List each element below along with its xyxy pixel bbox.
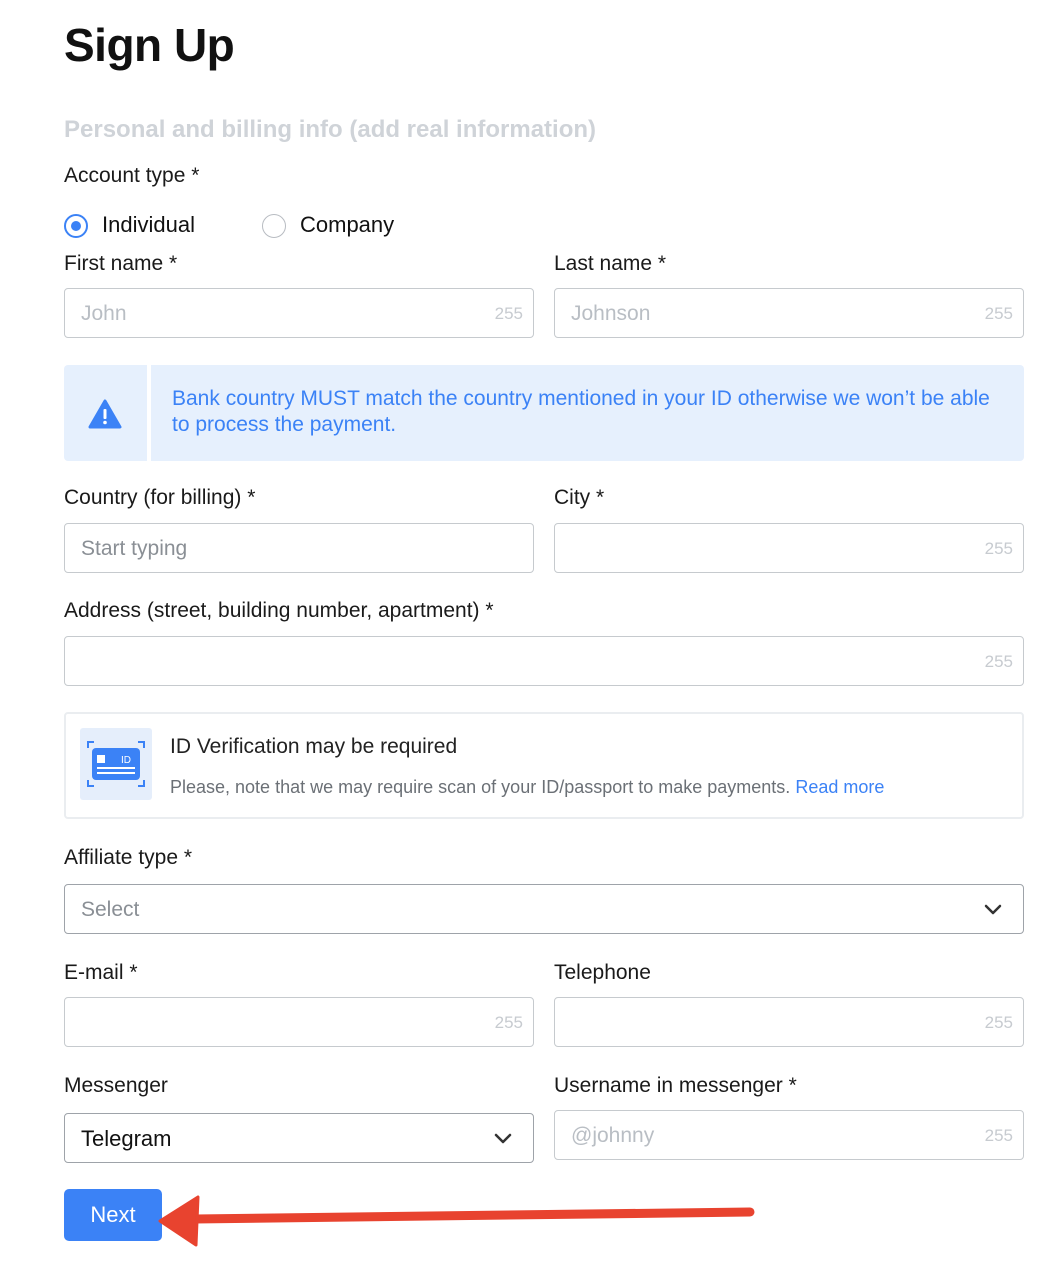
id-card-icon — [80, 728, 152, 800]
last-name-label: Last name * — [554, 252, 667, 275]
char-counter: 255 — [984, 304, 1013, 323]
account-type-label: Account type * — [64, 164, 200, 187]
country-placeholder: Start typing — [81, 537, 188, 560]
radio-company[interactable] — [262, 214, 286, 238]
char-counter: 255 — [984, 539, 1013, 558]
first-name-label: First name * — [64, 252, 178, 275]
page-title: Sign Up — [64, 19, 235, 71]
telephone-field[interactable] — [554, 997, 1024, 1047]
affiliate-type-label: Affiliate type * — [64, 846, 193, 869]
radio-individual[interactable] — [64, 214, 88, 238]
messenger-select[interactable] — [64, 1113, 534, 1163]
warning-triangle-icon — [88, 399, 122, 429]
address-label: Address (street, building number, apartment) * — [64, 599, 494, 622]
alert-text: Bank country MUST match the country mentioned in your ID otherwise we won’t be able to process the payment. — [172, 387, 990, 436]
username-field[interactable] — [554, 1110, 1024, 1160]
id-verification-title: ID Verification may be required — [170, 735, 458, 758]
alert-divider — [147, 365, 151, 461]
last-name-field[interactable] — [554, 288, 1024, 338]
read-more-link[interactable]: Read more — [795, 777, 885, 797]
next-button[interactable]: Next — [64, 1189, 162, 1241]
char-counter: 255 — [494, 1013, 523, 1032]
messenger-value: Telegram — [81, 1126, 172, 1151]
address-field[interactable] — [64, 636, 1024, 686]
affiliate-type-placeholder: Select — [81, 898, 140, 921]
id-verification-notice — [64, 712, 1024, 819]
first-name-field[interactable] — [64, 288, 534, 338]
chevron-down-icon — [983, 899, 1003, 919]
city-label: City * — [554, 486, 605, 509]
country-field[interactable] — [64, 523, 534, 573]
section-subtitle: Personal and billing info (add real information) — [64, 116, 597, 143]
chevron-down-icon — [493, 1128, 513, 1148]
id-verification-text — [170, 777, 884, 798]
telephone-label: Telephone — [554, 961, 651, 984]
messenger-label: Messenger — [64, 1074, 168, 1097]
annotation-arrow-icon — [150, 1185, 760, 1255]
country-label: Country (for billing) * — [64, 486, 256, 509]
char-counter: 255 — [984, 1126, 1013, 1145]
username-placeholder: @johnny — [571, 1124, 655, 1147]
radio-individual-label[interactable]: Individual — [102, 212, 195, 237]
id-verification-body: Please, note that we may require scan of your ID/passport to make payments. — [170, 777, 791, 797]
email-label: E-mail * — [64, 961, 138, 984]
svg-text:ID: ID — [121, 755, 131, 766]
char-counter: 255 — [984, 652, 1013, 671]
char-counter: 255 — [494, 304, 523, 323]
username-label: Username in messenger * — [554, 1074, 797, 1097]
affiliate-type-select[interactable] — [64, 884, 1024, 934]
email-field[interactable] — [64, 997, 534, 1047]
city-field[interactable] — [554, 523, 1024, 573]
char-counter: 255 — [984, 1013, 1013, 1032]
last-name-placeholder: Johnson — [571, 302, 651, 325]
bank-country-alert — [64, 365, 1024, 461]
radio-company-label[interactable]: Company — [300, 212, 395, 237]
first-name-placeholder: John — [81, 302, 127, 325]
